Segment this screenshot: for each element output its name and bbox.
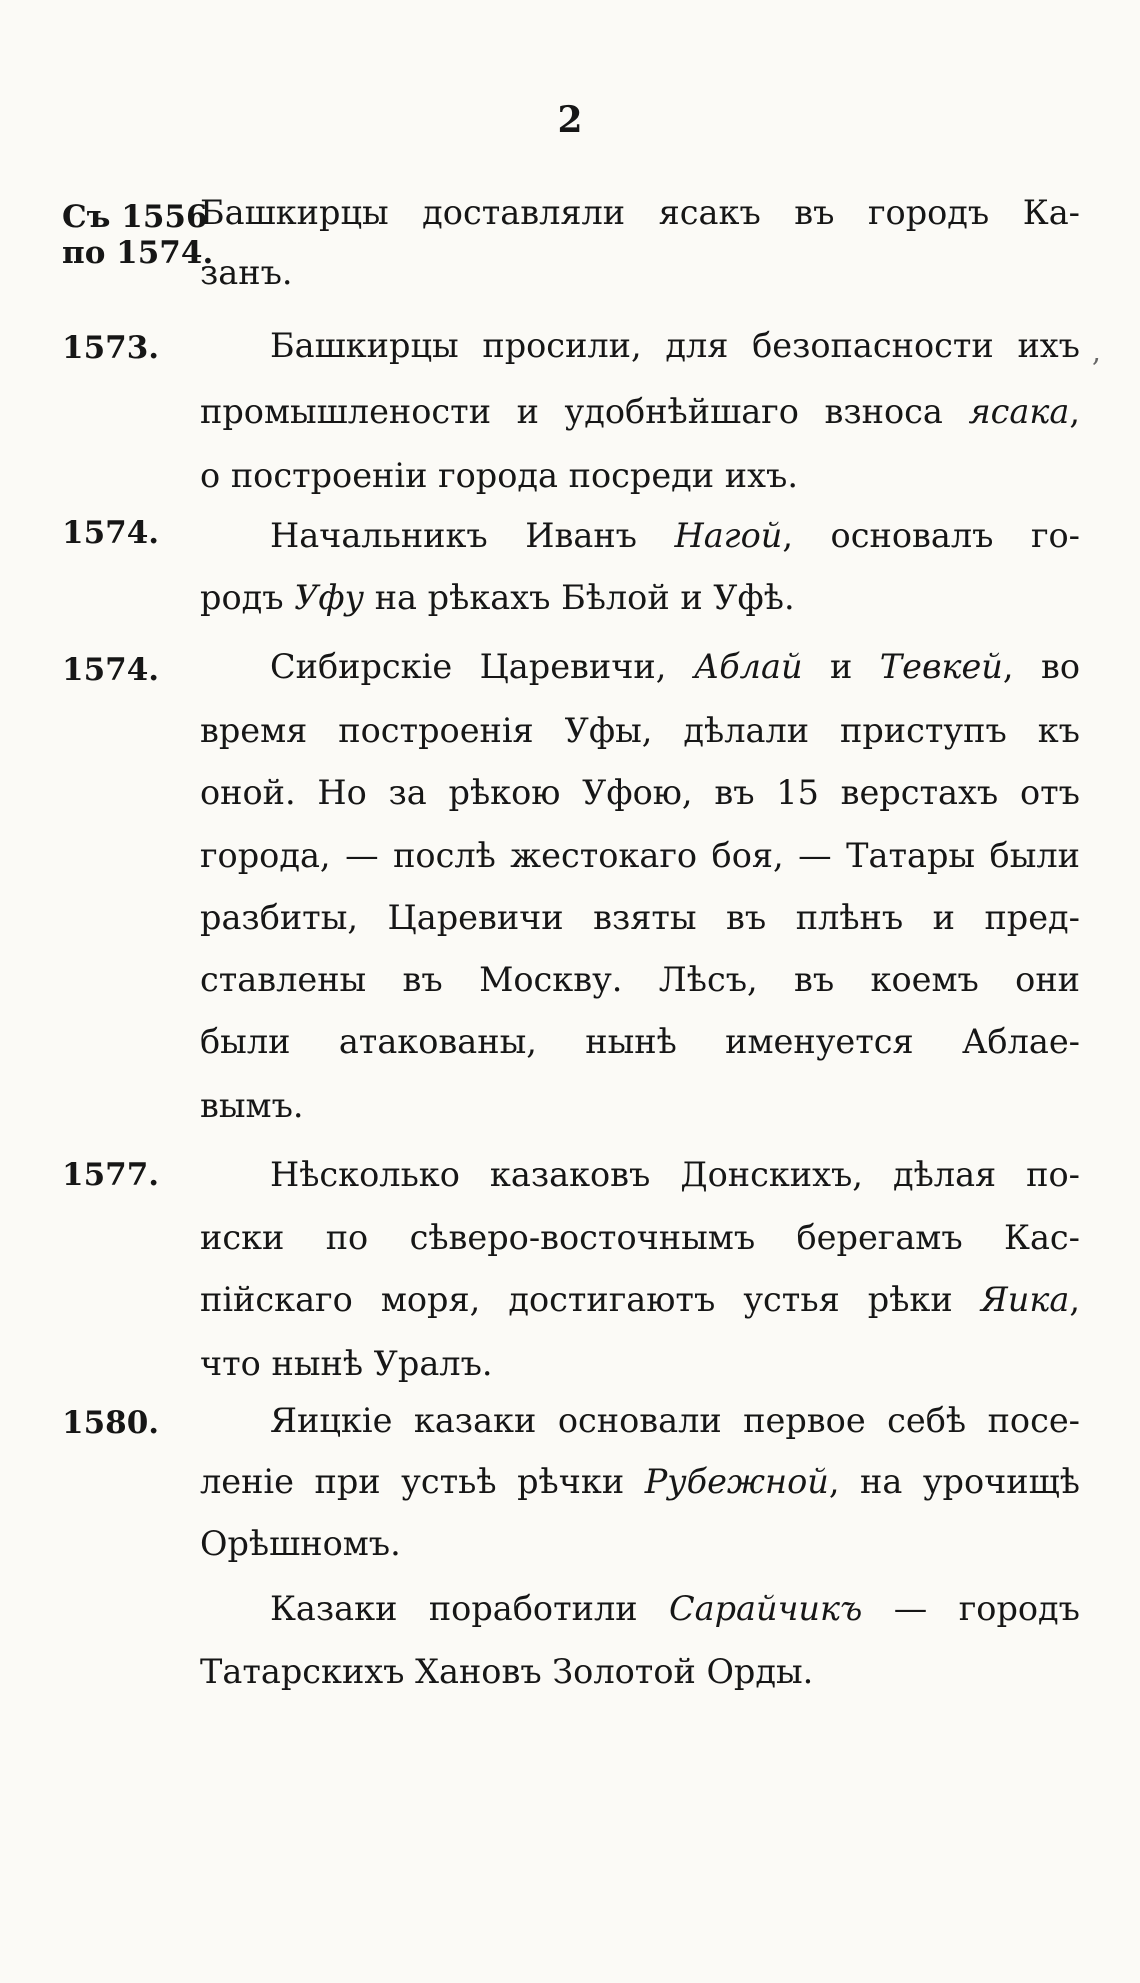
entry-text-line (270, 326, 1080, 366)
text-run: , (1069, 392, 1080, 431)
text-run: Нѣсколько казаковъ Донскихъ, дѣлая по- (270, 1155, 1080, 1194)
entry-text-line (200, 1524, 1080, 1564)
italic-term: Нагой (674, 516, 783, 555)
text-run: Татарскихъ Хановъ Золотой Орды. (200, 1652, 814, 1691)
text-run: , основалъ го- (782, 516, 1080, 555)
text-run: и (802, 647, 880, 686)
text-run: Сибирскіе Царевичи, (270, 647, 694, 686)
entry-text-line (200, 193, 1080, 233)
entry-text-line (200, 1218, 1080, 1258)
text-run: о построеніи города посреди ихъ. (200, 456, 798, 495)
italic-term: Уфу (294, 578, 365, 617)
italic-term: Яика (980, 1280, 1070, 1319)
text-run: Начальникъ Иванъ (270, 516, 675, 555)
entry-text-line (270, 516, 1080, 556)
text-run: что нынѣ Уралъ. (200, 1344, 493, 1383)
text-run: ставлены въ Москву. Лѣсъ, въ коемъ они (200, 960, 1080, 999)
entry-text-line (200, 1652, 1080, 1692)
page-number: 2 (557, 99, 583, 141)
text-run: , (1069, 1280, 1080, 1319)
text-run: Башкирцы доставляли ясакъ въ городъ Ка- (200, 193, 1080, 232)
text-run: Казаки поработили (270, 1589, 669, 1628)
entry-date: 1574. (62, 652, 160, 688)
entry-text-line (200, 578, 1080, 618)
entry-date: 1573. (62, 330, 160, 366)
entry-date: 1580. (62, 1405, 160, 1441)
entry-text-line (200, 836, 1080, 876)
entry-text-line (270, 1589, 1080, 1629)
entry-text-line (200, 773, 1080, 813)
entry-text-line (200, 1022, 1080, 1062)
text-run: , во (1002, 647, 1080, 686)
text-run: — городъ (862, 1589, 1080, 1628)
text-run: время построенія Уфы, дѣлали приступъ къ (200, 711, 1080, 750)
entry-text-line (200, 1462, 1080, 1502)
entry-text-line (200, 1280, 1080, 1320)
entry-text-line (200, 392, 1080, 432)
text-run: были атакованы, нынѣ именуется Аблае- (200, 1022, 1080, 1061)
text-run: леніе при устьѣ рѣчки (200, 1462, 645, 1501)
text-run: , на урочищѣ (828, 1462, 1080, 1501)
text-run: пійскаго моря, достигаютъ устья рѣки (200, 1280, 981, 1319)
entry-text-line (200, 898, 1080, 938)
text-run: родъ (200, 578, 295, 617)
text-run: разбиты, Царевичи взяты въ плѣнъ и пред- (200, 898, 1080, 937)
entry-text-line (200, 1086, 1080, 1126)
text-run: Башкирцы просили, для безопасности ихъ (270, 326, 1080, 365)
text-run: иски по сѣверо-восточнымъ берегамъ Кас- (200, 1218, 1080, 1257)
entry-text-line (200, 1344, 1080, 1384)
entry-text-line (200, 711, 1080, 751)
entry-text-line (270, 1401, 1080, 1441)
text-run: Орѣшномъ. (200, 1524, 401, 1563)
italic-term: Аблай (693, 647, 803, 686)
italic-term: Рубежной (644, 1462, 829, 1501)
entry-date: 1577. (62, 1157, 160, 1193)
italic-term: ясака (968, 392, 1070, 431)
text-run: Яицкіе казаки основали первое себѣ посе- (270, 1401, 1080, 1440)
entry-text-line (270, 1155, 1080, 1195)
text-run: на рѣкахъ Бѣлой и Уфѣ. (364, 578, 795, 617)
margin-mark: , (1092, 335, 1101, 368)
text-run: промышлености и удобнѣйшаго взноса (200, 392, 969, 431)
italic-term: Сарайчикъ (669, 1589, 863, 1628)
entry-text-line (200, 456, 1080, 496)
entry-text-line (200, 960, 1080, 1000)
text-run: вымъ. (200, 1086, 304, 1125)
entry-date: по 1574. (62, 235, 214, 271)
text-run: города, — послѣ жестокаго боя, — Татары были (200, 836, 1080, 875)
entry-text-line (270, 647, 1080, 687)
entry-text-line (200, 253, 1080, 293)
italic-term: Тевкей (879, 647, 1003, 686)
text-run: занъ. (200, 253, 293, 292)
text-run: оной. Но за рѣкою Уфою, въ 15 верстахъ отъ (200, 773, 1080, 812)
entry-date: 1574. (62, 515, 160, 551)
entry-date: Съ 1556 (62, 199, 208, 235)
